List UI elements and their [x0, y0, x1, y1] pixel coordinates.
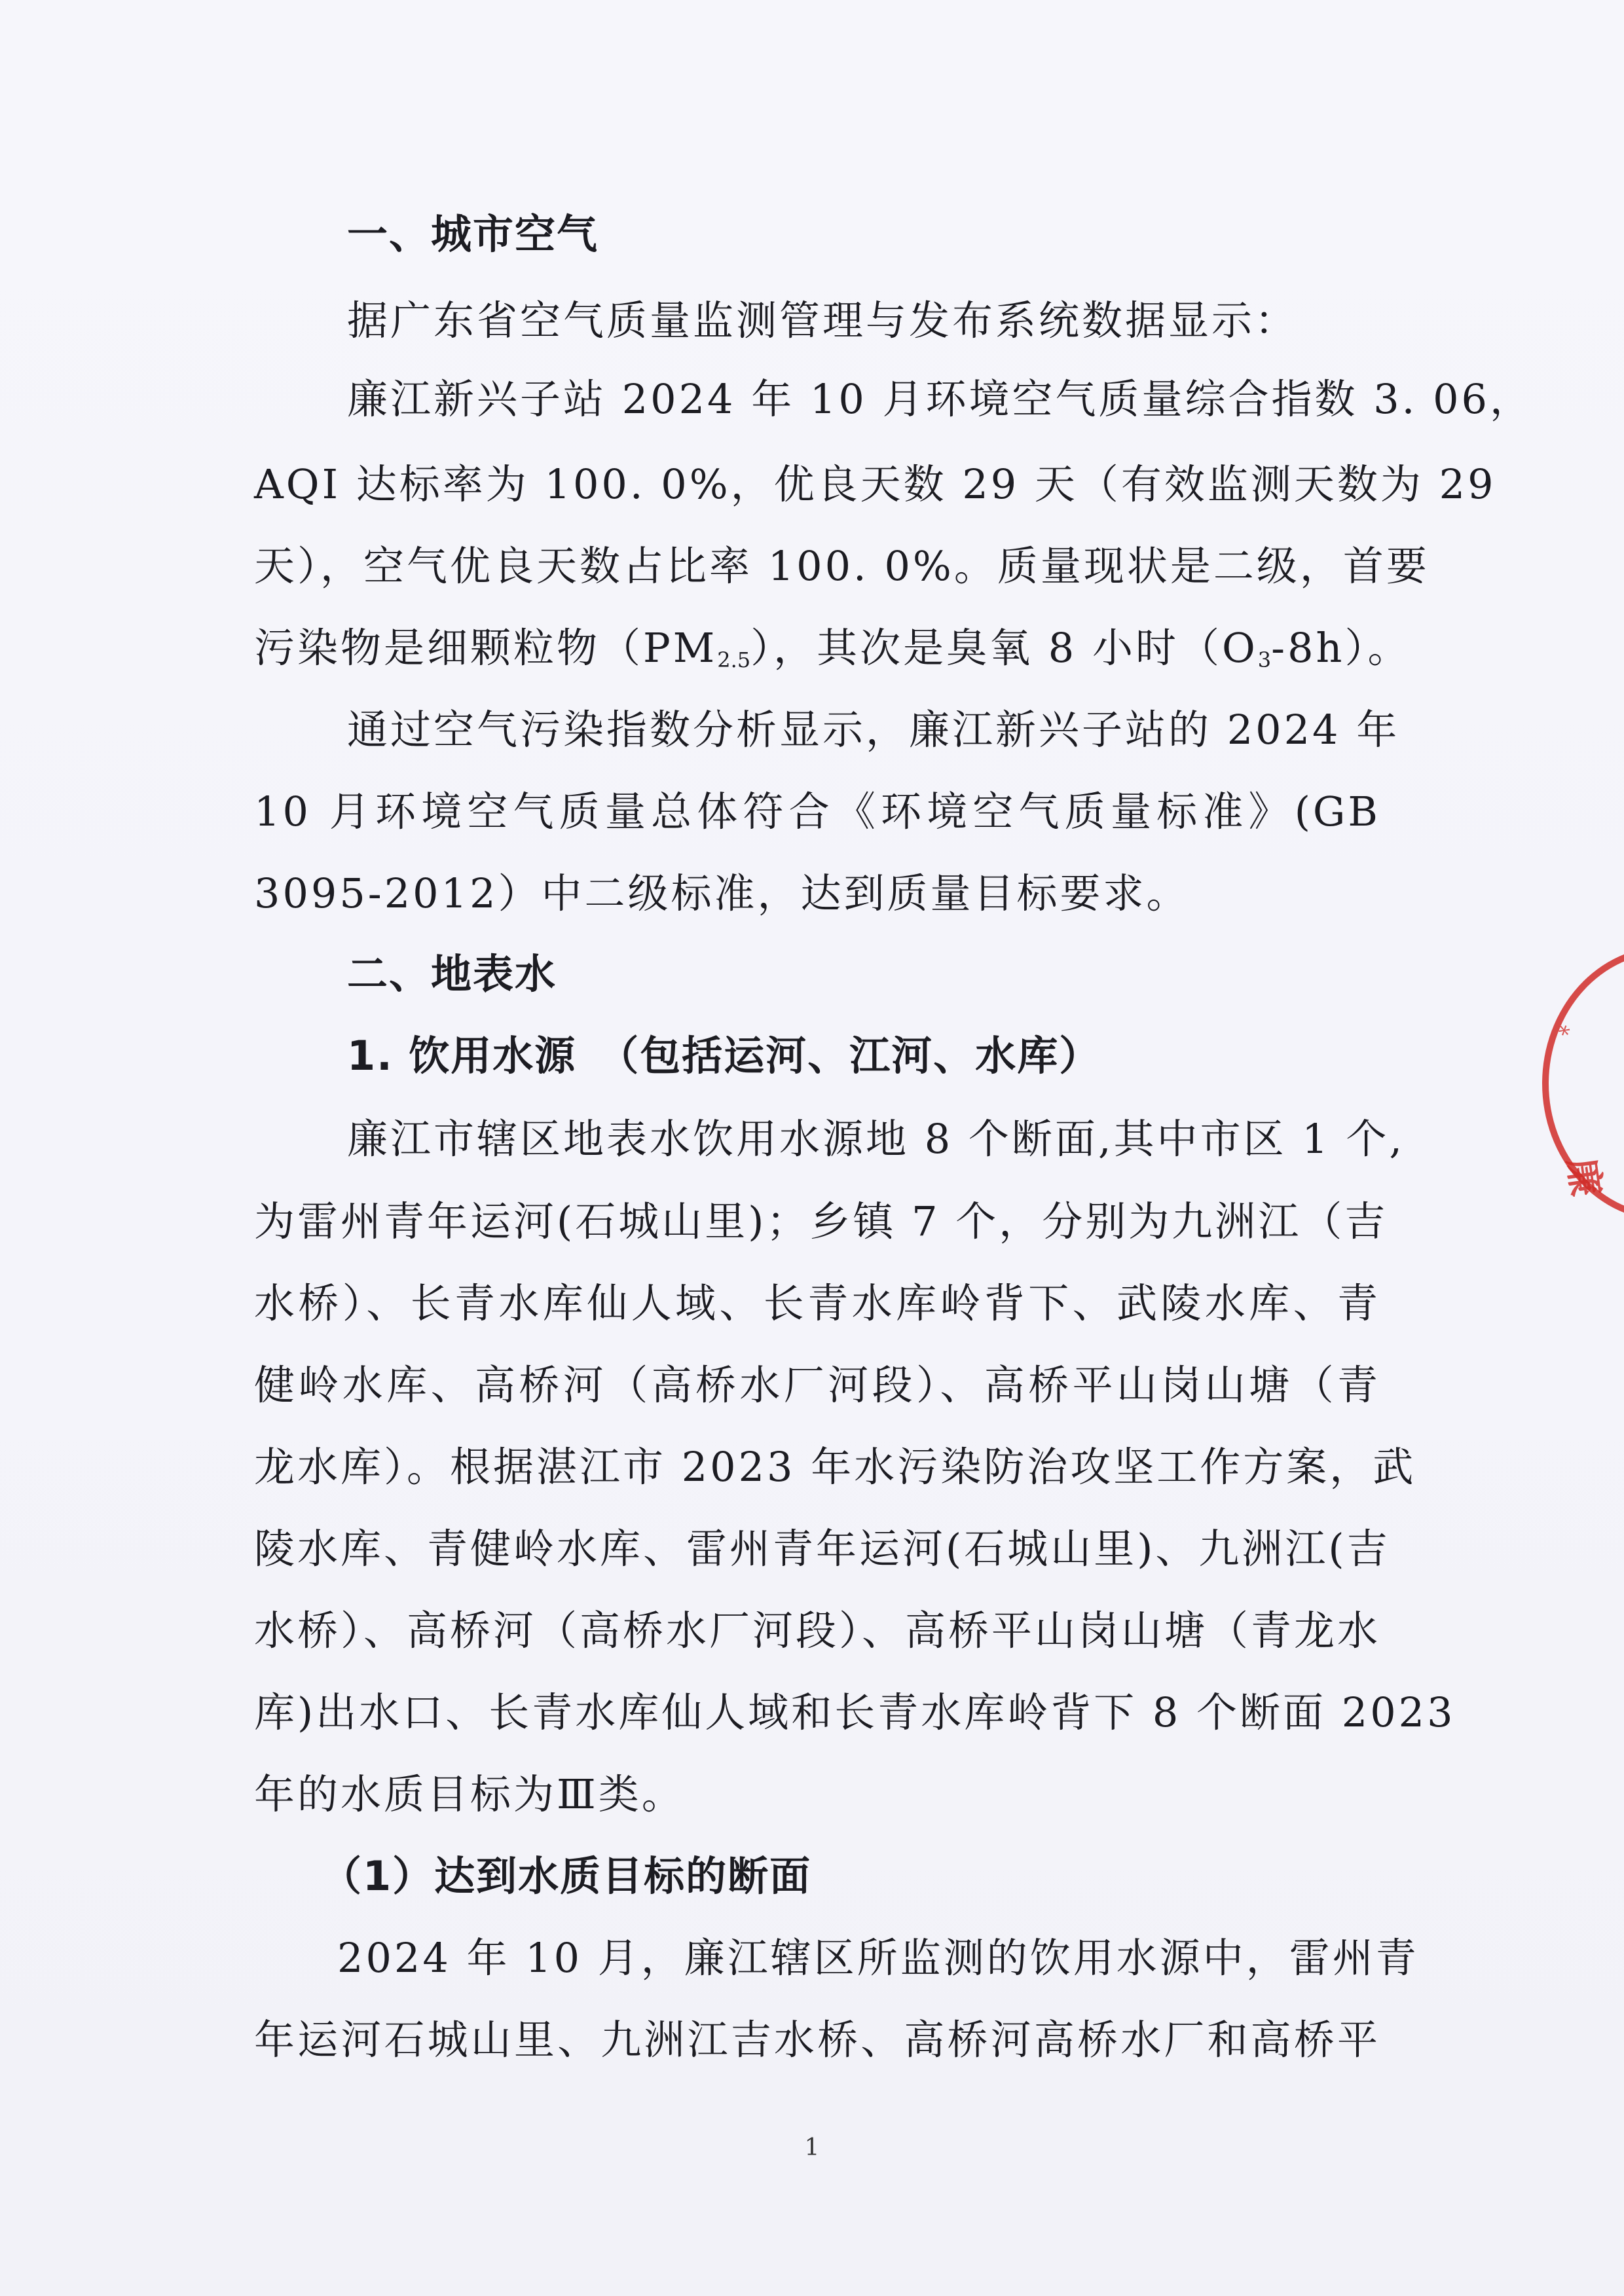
para3-line7: 水桥）、高桥河（高桥水厂河段）、高桥平山岗山塘（青龙水 — [254, 1607, 1381, 1654]
para3-line6: 陵水库、青健岭水库、雷州青年运河(石城山里)、九洲江(吉 — [254, 1525, 1390, 1573]
para1-line4 — [254, 622, 1411, 686]
pollutant-text-b: ），其次是臭氧 8 小时（O — [750, 624, 1258, 672]
seal-character: 廉 — [1559, 1155, 1609, 1199]
para2-line3: 3095-2012）中二级标准，达到质量目标要求。 — [254, 869, 1190, 917]
para4-line1: 2024 年 10 月，廉江辖区所监测的饮用水源中，雷州青 — [337, 1934, 1419, 1982]
para1-line3: 天），空气优良天数占比率 100. 0%。质量现状是二级，首要 — [254, 542, 1430, 590]
ozone-subscript: 3 — [1257, 647, 1272, 672]
para2-line1: 通过空气污染指数分析显示，廉江新兴子站的 2024 年 — [347, 706, 1400, 754]
pollutant-text-c: -8h）。 — [1271, 624, 1411, 672]
subheading-drinking-water: 1. 饮用水源 （包括运河、江河、水库） — [347, 1032, 1101, 1080]
seal-star-mark: * — [1553, 1020, 1573, 1049]
para3-line9: 年的水质目标为Ⅲ类。 — [254, 1770, 685, 1818]
para3-line3: 水桥）、长青水库仙人域、长青水库岭背下、武陵水库、青 — [254, 1279, 1380, 1327]
intro-line: 据广东省空气质量监测管理与发布系统数据显示： — [347, 297, 1299, 344]
para3-line5: 龙水库）。根据湛江市 2023 年水污染防治攻坚工作方案，武 — [254, 1443, 1416, 1491]
subheading-target-sections: （1）达到水质目标的断面 — [321, 1852, 812, 1900]
pollutant-text-a: 污染物是细颗粒物（PM — [254, 624, 718, 672]
para1-line1: 廉江新兴子站 2024 年 10 月环境空气质量综合指数 3. 06， — [347, 375, 1533, 423]
section-heading-city-air: 一、城市空气 — [347, 210, 599, 258]
para1-line2: AQI 达标率为 100. 0%，优良天数 29 天（有效监测天数为 29 — [254, 460, 1496, 508]
para3-line4: 健岭水库、高桥河（高桥水厂河段）、高桥平山岗山塘（青 — [254, 1361, 1380, 1409]
pm-subscript: 2.5 — [717, 647, 751, 672]
page-number: 1 — [804, 2134, 820, 2161]
section-heading-surface-water: 二、地表水 — [347, 950, 557, 998]
para2-line2: 10 月环境空气质量总体符合《环境空气质量标准》(GB — [254, 788, 1380, 835]
para3-line1: 廉江市辖区地表水饮用水源地 8 个断面,其中市区 1 个, — [347, 1115, 1405, 1163]
para3-line8: 库)出水口、长青水库仙人域和长青水库岭背下 8 个断面 2023 — [254, 1688, 1456, 1736]
para4-line2: 年运河石城山里、九洲江吉水桥、高桥河高桥水厂和高桥平 — [254, 2016, 1380, 2064]
para3-line2: 为雷州青年运河(石城山里)；乡镇 7 个，分别为九洲江（吉 — [254, 1197, 1388, 1245]
